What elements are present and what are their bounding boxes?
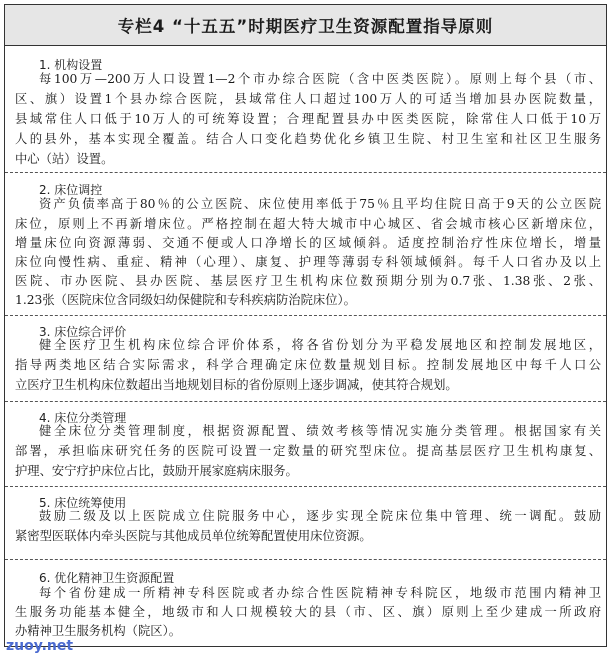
section-heading: 6. 优化精神卫生资源配置 — [39, 571, 175, 585]
body-line: 办精神卫生服务机构（院区）。 — [15, 624, 182, 638]
body-line: 1.23张（医院床位含同级妇幼保健院和专科疾病防治院床位）。 — [15, 293, 356, 307]
section-heading: 1. 机构设置 — [39, 58, 103, 72]
section-bed-evaluation — [5, 316, 606, 402]
body-line: 资产负债率高于80％的公立医院、床位使用率低于75％且平均住院日高于9天的公立医院 — [39, 197, 601, 211]
body-line: 指导两类地区结合实际需求，科学合理确定床位数量规划目标。控制发展地区中每千人口公 — [15, 358, 601, 372]
section-heading: 2. 床位调控 — [39, 183, 103, 197]
section-bed-coordination — [5, 487, 606, 560]
section-institution-setup — [5, 45, 606, 173]
body-line: 增量床位向资源薄弱、交通不便或人口净增长的区域倾斜。适度控制治疗性床位增长，增量 — [15, 236, 601, 250]
body-line: 护理、安宁疗护床位占比，鼓励开展家庭病床服务。 — [15, 464, 298, 478]
body-line: 立医疗卫生机构床位数超出当地规划目标的省份原则上逐步调减，使其符合规划。 — [15, 378, 458, 392]
section-heading: 5. 床位统筹使用 — [39, 496, 127, 510]
body-line: 区、旗）设置1个县办综合医院，县域常住人口超过100万人的可适当增加县办医院数量， — [15, 92, 601, 106]
section-heading: 3. 床位综合评价 — [39, 325, 127, 339]
body-line: 生服务功能基本健全，地级市和人口规模较大的县（市、区、旗）原则上至少建成一所政府 — [15, 605, 601, 619]
box-title: 专栏4 “十五五”时期医疗卫生资源配置指导原则 — [5, 5, 606, 46]
section-bed-classification — [5, 402, 606, 487]
body-line: 县域常住人口低于10万人的可统筹设置；合理配置县办中医类医院，除常住人口低于10万 — [15, 112, 601, 126]
body-line: 鼓励二级及以上医院成立住院服务中心，逐步实现全院床位集中管理、统一调配。鼓励 — [39, 509, 601, 523]
body-line: 每100万—200万人口设置1—2个市办综合医院（含中医类医院）。原则上每个县（市、 — [39, 72, 601, 86]
body-line: 人的县外，基本实现全覆盖。结合人口变化趋势优化乡镇卫生院、村卫生室和社区卫生服务 — [15, 132, 601, 146]
body-line: 医院、市办医院、县办医院、基层医疗卫生机构床位数预期分别为0.7张、1.38张、2张、 — [15, 274, 601, 288]
site-watermark: zuoy.net — [6, 638, 74, 654]
section-heading: 4. 床位分类管理 — [39, 411, 127, 425]
body-line: 紧密型医联体内牵头医院与其他成员单位统筹配置使用床位资源。 — [15, 529, 372, 543]
section-mental-health — [5, 560, 606, 645]
body-line: 每个省份建成一所精神专科医院或者办综合性医院精神专科院区，地级市范围内精神卫 — [39, 586, 601, 600]
section-bed-control — [5, 173, 606, 316]
body-line: 部署，承担临床研究任务的医院可设置一定数量的研究型床位。提高基层医疗卫生机构康复、 — [15, 444, 601, 458]
body-line: 中心（站）设置。 — [15, 152, 114, 166]
body-line: 健全医疗卫生机构床位综合评价体系，将各省份划分为平稳发展地区和控制发展地区， — [39, 338, 601, 352]
body-line: 健全床位分类管理制度，根据资源配置、绩效考核等情况实施分类管理。根据国家有关 — [39, 424, 601, 438]
body-line: 床位向慢性病、重症、精神（心理）、康复、护理等薄弱专科领域倾斜。每千人口省办及以上 — [15, 255, 601, 269]
body-line: 床位，原则上不再新增床位。严格控制在超大特大城市中心城区、省会城市核心区新增床位， — [15, 217, 601, 231]
guideline-box — [4, 4, 607, 647]
